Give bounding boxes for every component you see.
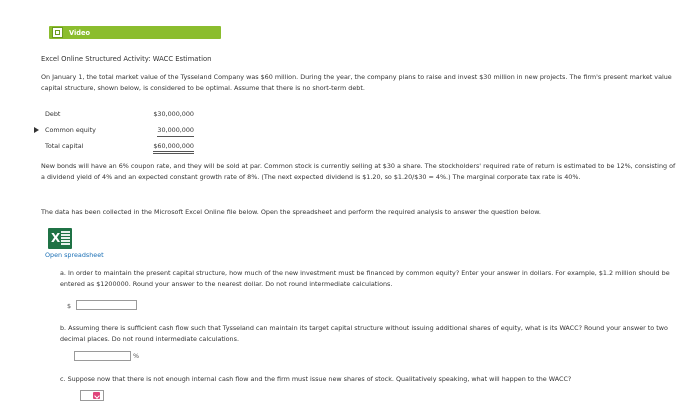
excel-icon-letter: X <box>51 231 61 245</box>
table-row <box>44 124 194 140</box>
chevron-down-icon <box>93 392 100 399</box>
intro-paragraph: On January 1, the total market value of the Tysseland Company was $60 million. During the year, the company plans to raise and invest $30 million in new projects. The firm's present market value capital structure, shown below, is considered to be optimal. Assume that there is no short-term debt. <box>41 73 672 92</box>
row-label: Common equity <box>45 126 96 134</box>
table-row <box>44 108 194 124</box>
excel-icon[interactable] <box>48 228 72 249</box>
activity-title: Excel Online Structured Activity: WACC Estimation <box>41 55 212 63</box>
wacc-input[interactable] <box>74 351 131 361</box>
question-b: b. Assuming there is sufficient cash flow such that Tysseland can maintain its target capital structure without issuing additional shares of equity, what is its WACC? Round your answer to two decimal places. Do not round intermediate calculations. <box>60 324 668 343</box>
common-equity-input[interactable] <box>76 300 137 310</box>
instructions-paragraph: The data has been collected in the Microsoft Excel Online file below. Open the spreadsheet and perform the required analysis to answer the question below. <box>41 208 541 216</box>
question-c: c. Suppose now that there is not enough internal cash flow and the firm must issue new shares of stock. Qualitatively speaking, what will happen to the WACC? <box>60 375 572 383</box>
details-paragraph: New bonds will have an 6% coupon rate, and they will be sold at par. Common stock is currently selling at $30 a share. The stockholders' required rate of return is estimated to be 12%, consisting of a dividend yield of 4% and an expected constant growth rate of 8%. (The next expected dividend is $1.20, so $1.20/$30 = 4%.) The marginal corporate tax rate is 40%. <box>41 162 676 181</box>
excel-grid-icon <box>61 231 70 245</box>
table-row <box>44 140 194 156</box>
capital-structure-table <box>44 108 194 156</box>
row-value: $30,000,000 <box>153 110 194 118</box>
wacc-change-dropdown[interactable] <box>80 390 104 401</box>
row-value: $60,000,000 <box>153 142 194 150</box>
row-label: Debt <box>45 110 61 118</box>
video-banner[interactable] <box>49 26 221 39</box>
video-label: Video <box>69 28 90 37</box>
video-icon <box>52 27 63 38</box>
row-value: 30,000,000 <box>157 126 194 137</box>
dollar-prefix: $ <box>67 302 72 310</box>
open-spreadsheet-link[interactable]: Open spreadsheet <box>45 251 104 259</box>
percent-suffix: % <box>133 352 140 360</box>
pointer-arrow-icon <box>34 127 39 133</box>
question-a: a. In order to maintain the present capital structure, how much of the new investment must be financed by common equity? Enter your answer in dollars. For example, $1.2 million should be entered as $1200000. Round your answer to the nearest dollar. Do not round intermediate calculations. <box>60 269 670 288</box>
row-label: Total capital <box>45 142 84 150</box>
